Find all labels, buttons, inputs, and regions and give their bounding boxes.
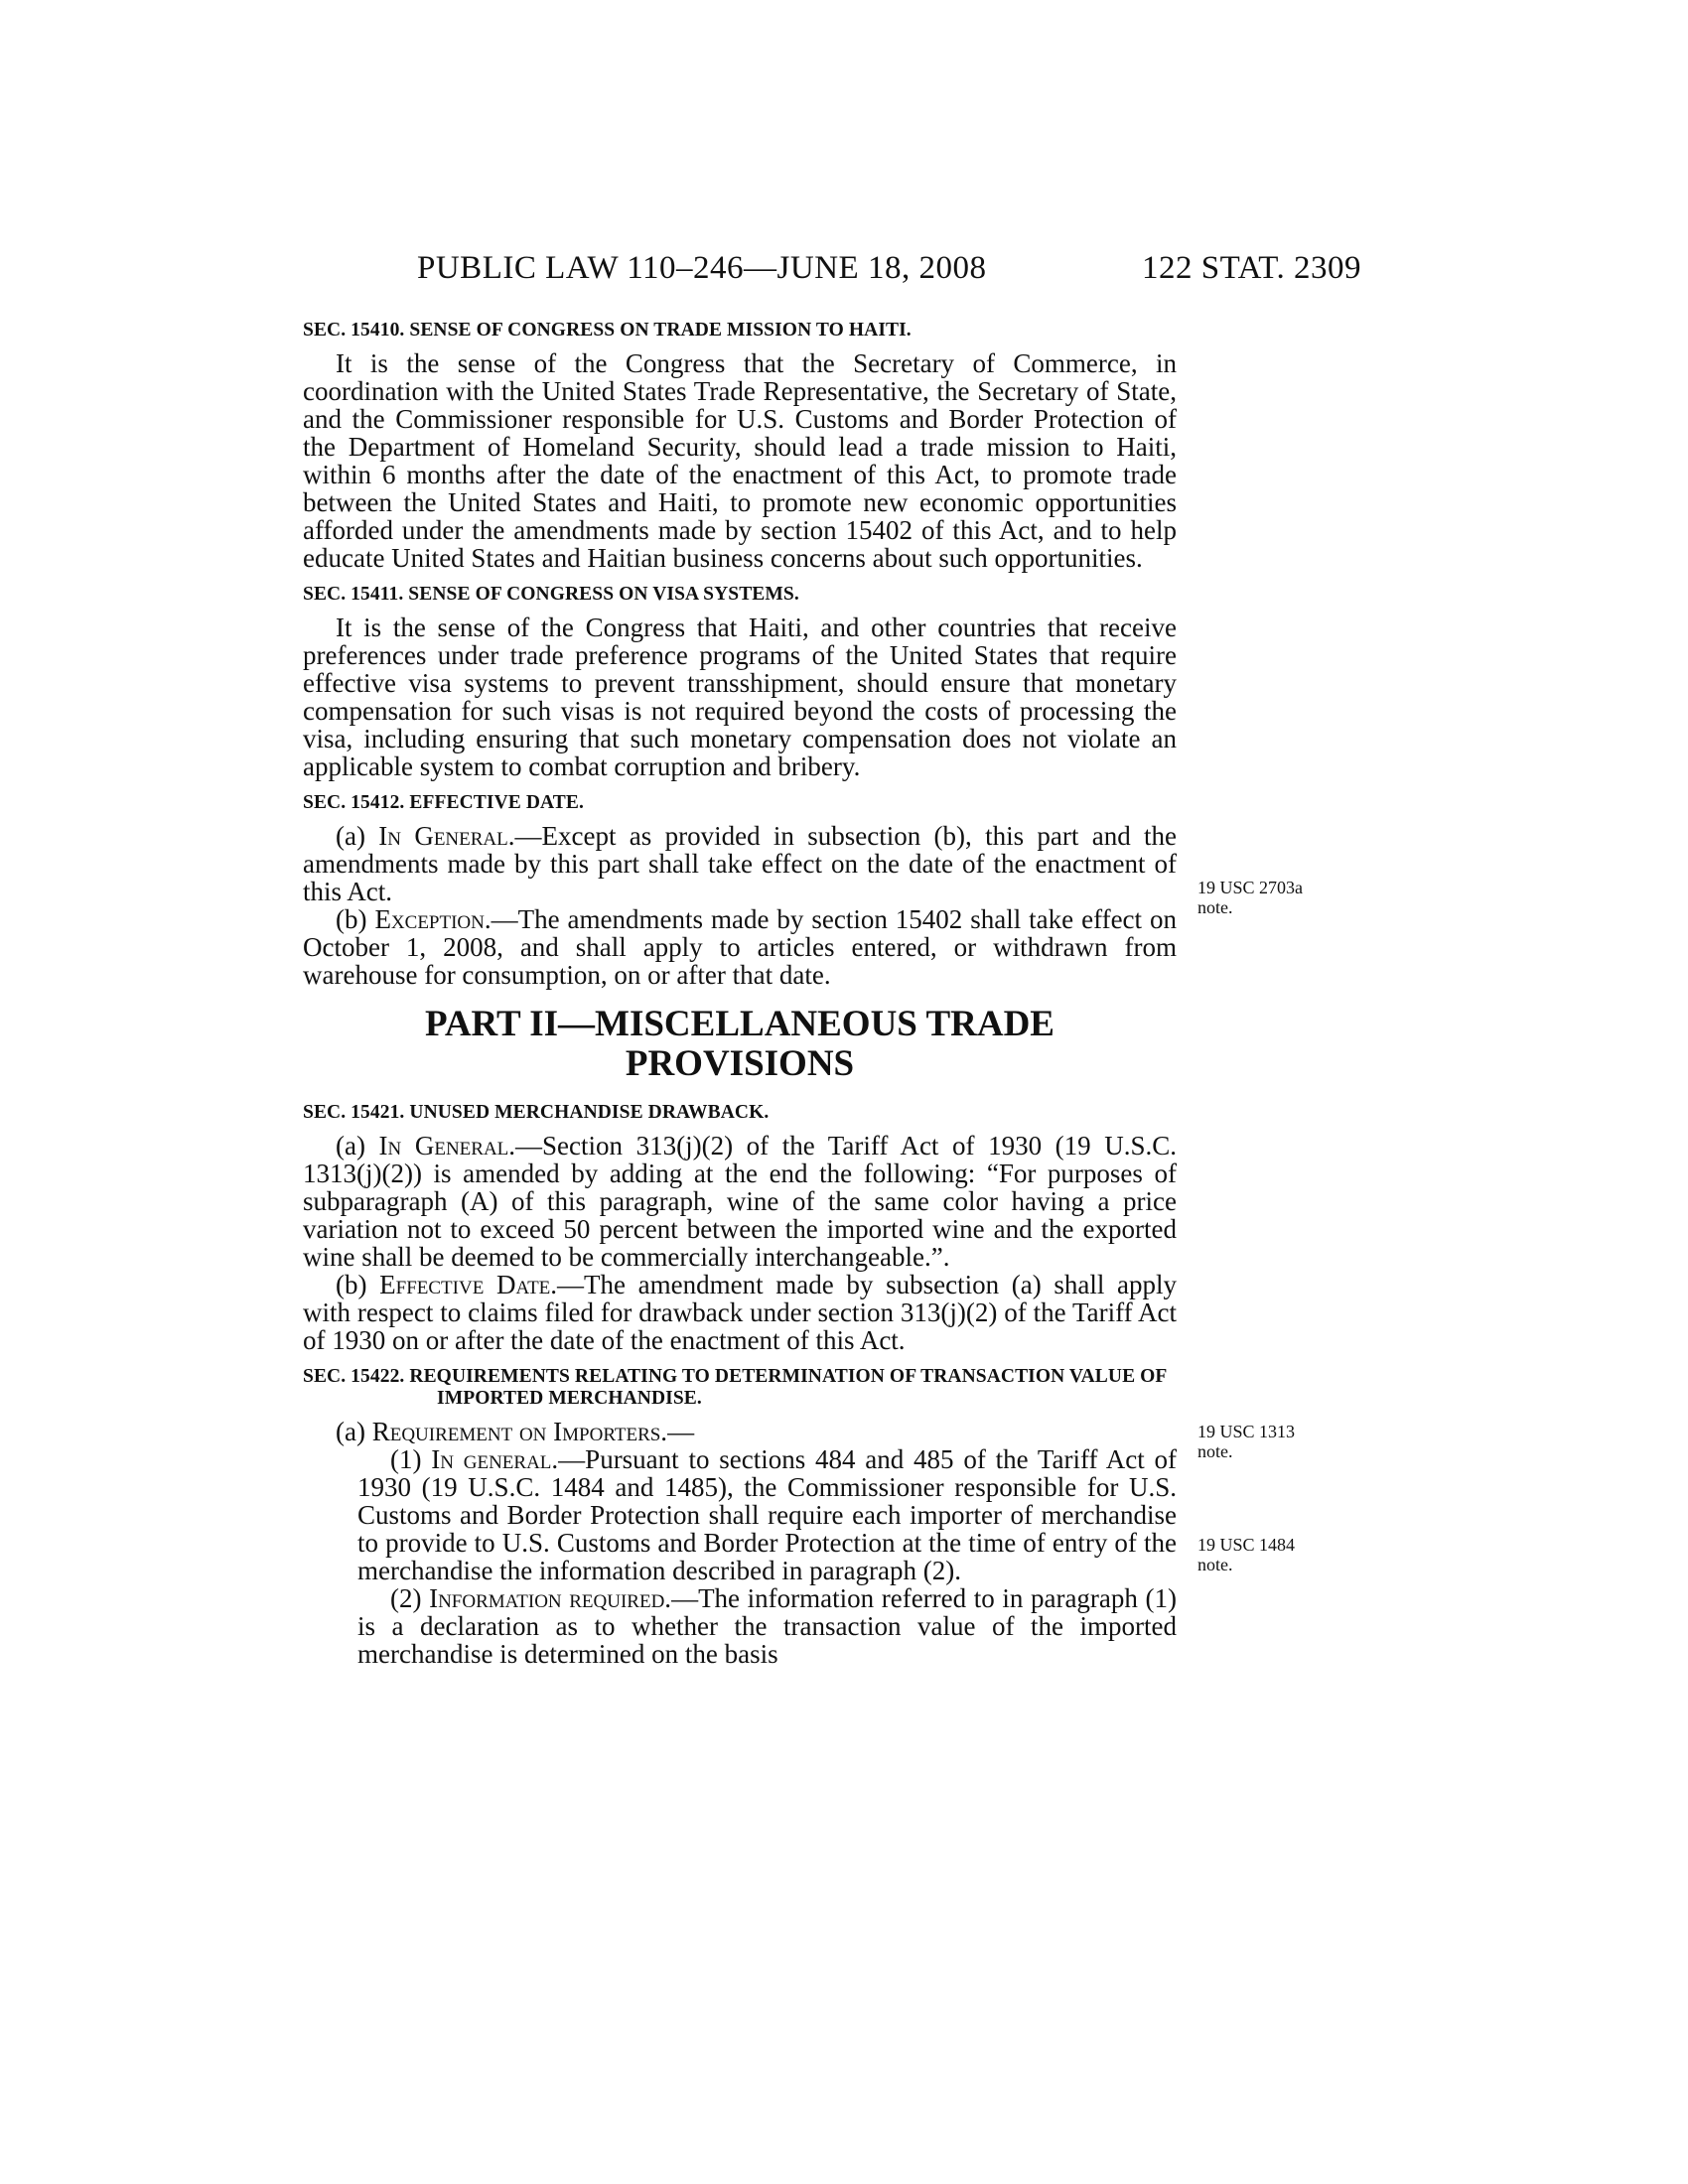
part-heading-line2: PROVISIONS bbox=[625, 1043, 855, 1084]
running-header-law: PUBLIC LAW 110–246—JUNE 18, 2008 bbox=[417, 250, 987, 286]
document-body bbox=[303, 320, 1177, 1668]
section-15422-paragraph-2: (2) Information required.—The information referred to in paragraph (1) is a declaration as to whether the transaction value of the imported merchandise is determined on the basis bbox=[357, 1583, 1177, 1669]
margin-note-1313: 19 USC 1313 note. bbox=[1197, 1422, 1296, 1461]
section-15422-subsection-a: (a) Requirement on Importers.— bbox=[336, 1417, 695, 1446]
section-15422-paragraph-1: (1) In general.—Pursuant to sections 484 and 485 of the Tariff Act of 1930 (19 U.S.C. 1484 and 1485), the Commissioner responsible for U.S. Customs and Border Protection shall require each importer of merchandise to provide to U.S. Customs and Border Protection at the time of entry of the merchandise the information described in paragraph (2). bbox=[357, 1444, 1177, 1585]
running-header-stat: 122 STAT. 2309 bbox=[1142, 250, 1362, 286]
section-15421-heading: SEC. 15421. UNUSED MERCHANDISE DRAWBACK. bbox=[303, 1102, 770, 1123]
section-15410-text: It is the sense of the Congress that the Secretary of Commerce, in coordination with the United States Trade Representative, the Secretary of State, and the Commissioner responsible for U.S. Customs and Border Protection of the Department of Homeland Security, should lead a trade mission to Haiti, within 6 months after the date of the enactment of this Act, to promote trade between the United States and Haiti, to promote new economic opportunities afforded under the amendments made by section 15402 of this Act, and to help educate United States and Haitian business concerns about such opportunities. bbox=[303, 348, 1177, 573]
section-15411-text: It is the sense of the Congress that Haiti, and other countries that receive preferences under trade preference programs of the United States that require effective visa systems to prevent transshipment, should ensure that monetary compensation for such visas is not required beyond the costs of processing the visa, including ensuring that such monetary compensation does not violate an applicable system to combat corruption and bribery. bbox=[303, 613, 1177, 781]
section-15411-heading: SEC. 15411. SENSE OF CONGRESS ON VISA SYSTEMS. bbox=[303, 584, 799, 605]
section-15410-heading: SEC. 15410. SENSE OF CONGRESS ON TRADE MISSION TO HAITI. bbox=[303, 320, 912, 341]
margin-note-2703a: 19 USC 2703a note. bbox=[1197, 878, 1304, 917]
part-heading bbox=[303, 1005, 1177, 1084]
section-15422-heading: SEC. 15422. REQUIREMENTS RELATING TO DETERMINATION OF TRANSACTION VALUE OF IMPORTED MERCHANDISE. bbox=[303, 1366, 1167, 1409]
part-heading-line1: PART II—MISCELLANEOUS TRADE bbox=[424, 1004, 1055, 1044]
section-15412-heading: SEC. 15412. EFFECTIVE DATE. bbox=[303, 792, 584, 813]
margin-note-1484: 19 USC 1484 note. bbox=[1197, 1535, 1296, 1574]
section-15421-subsection-a: (a) In General.—Section 313(j)(2) of the Tariff Act of 1930 (19 U.S.C. 1313(j)(2)) is amended by adding at the end the following: “For purposes of subparagraph (A) of this paragraph, wine of the same color having a price variation not to exceed 50 percent between the imported wine and the exported wine shall be deemed to be commercially interchangeable.”. bbox=[303, 1131, 1177, 1272]
section-15421-subsection-b: (b) Effective Date.—The amendment made by subsection (a) shall apply with respect to claims filed for drawback under section 313(j)(2) of the Tariff Act of 1930 on or after the date of the enactment of this Act. bbox=[303, 1270, 1177, 1355]
section-15412-subsection-a: (a) In General.—Except as provided in subsection (b), this part and the amendments made by this part shall take effect on the date of the enactment of this Act. bbox=[303, 821, 1177, 906]
section-15412-subsection-b: (b) Exception.—The amendments made by section 15402 shall take effect on October 1, 2008, and shall apply to articles entered, or withdrawn from warehouse for consumption, on or after that date. bbox=[303, 904, 1177, 990]
